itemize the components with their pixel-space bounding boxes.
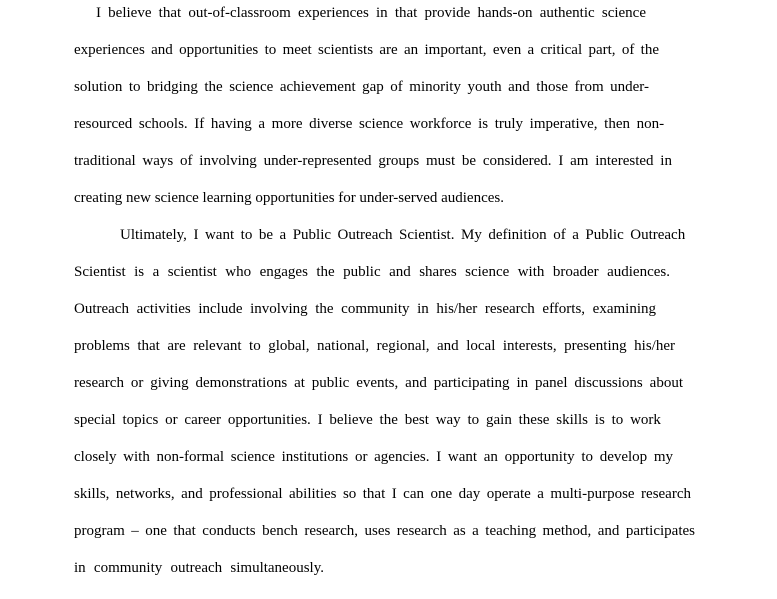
- text-line: Ultimately, I want to be a Public Outreach Scientist. My definition of a Public Outreach: [120, 227, 686, 243]
- text-line: research or giving demonstrations at public events, and participating in panel discussions about: [74, 375, 683, 391]
- text-line: Scientist is a scientist who engages the public and shares science with broader audiences.: [74, 264, 670, 280]
- text-line: closely with non-formal science institutions or agencies. I want an opportunity to develop my: [74, 449, 674, 465]
- text-line: traditional ways of involving under-represented groups must be considered. I am interested in: [74, 153, 672, 169]
- text-line: resourced schools. If having a more diverse science workforce is truly imperative, then non-: [74, 116, 665, 132]
- text-line: special topics or career opportunities. I believe the best way to gain these skills is to work: [74, 412, 661, 428]
- text-line: program – one that conducts bench research, uses research as a teaching method, and participates: [74, 523, 695, 539]
- text-line: I believe that out-of-classroom experiences in that provide hands-on authentic science: [96, 5, 646, 21]
- text-line: Outreach activities include involving the community in his/her research efforts, examining: [74, 301, 656, 317]
- text-line: in community outreach simultaneously.: [74, 560, 324, 576]
- text-line: skills, networks, and professional abilities so that I can one day operate a multi-purpose research: [74, 486, 691, 502]
- text-line: creating new science learning opportunities for under-served audiences.: [74, 190, 504, 206]
- text-line: problems that are relevant to global, national, regional, and local interests, presenting his/her: [74, 338, 675, 354]
- text-line: solution to bridging the science achievement gap of minority youth and those from under-: [74, 79, 649, 95]
- text-line: experiences and opportunities to meet scientists are an important, even a critical part, of the: [74, 42, 659, 58]
